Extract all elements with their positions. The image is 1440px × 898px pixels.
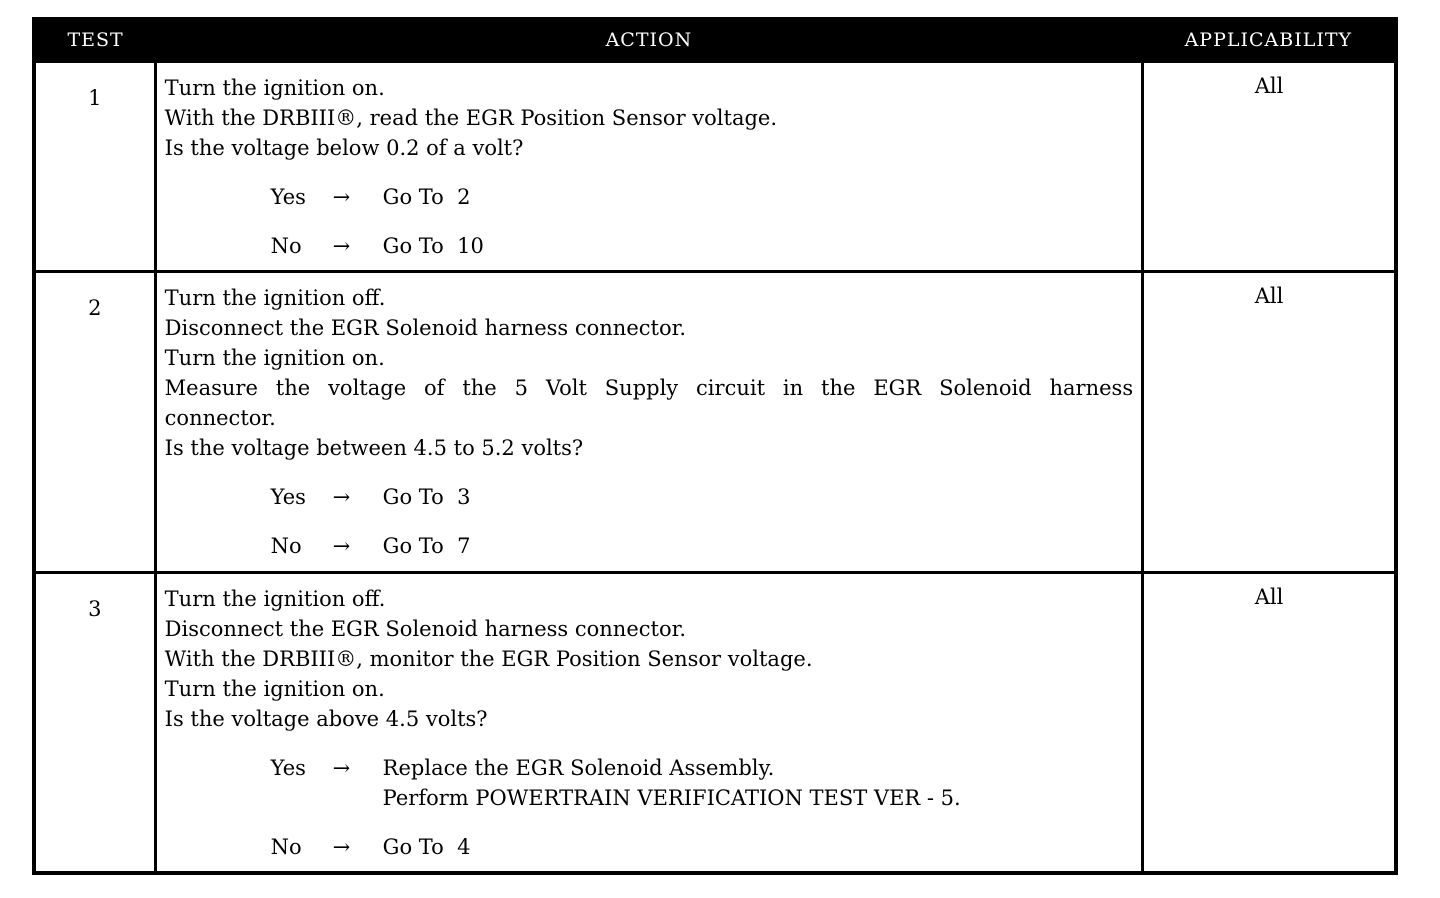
test-number-cell [34,271,155,572]
right-arrow-icon: → [332,834,351,859]
header-action: ACTION [155,19,1142,61]
diagnostic-test-table [32,17,1398,875]
test-number: 3 [88,596,102,621]
header-applicability: APPLICABILITY [1143,19,1396,61]
action-step: With the DRBIII®, read the EGR Position Sensor voltage. [164,105,778,130]
outcome-yes [271,482,1133,512]
test-number: 1 [88,85,102,110]
action-cell [155,61,1142,271]
outcome-line: Go To 3 [382,484,471,509]
outcome-answer: Yes [270,484,306,509]
applicability-value: All [1254,73,1284,98]
header-test: TEST [34,19,155,61]
outcome-answer: No [270,834,302,859]
action-step: Is the voltage above 4.5 volts? [164,706,488,731]
action-cell [155,572,1142,873]
outcome-line: Replace the EGR Solenoid Assembly. [382,755,775,780]
outcome-result [383,753,1133,813]
applicability-value: All [1254,283,1284,308]
outcome-no [271,531,1133,561]
outcome-line: Go To 7 [382,533,471,558]
action-step: Turn the ignition on. [164,676,385,701]
right-arrow-icon: → [332,233,351,258]
action-step: Turn the ignition on. [164,75,385,100]
test-number-cell [34,572,155,873]
outcomes [165,482,1133,561]
outcome-result [383,231,1133,261]
outcome-answer: No [270,233,302,258]
right-arrow-icon: → [332,484,351,509]
action-step: Turn the ignition on. [164,345,385,370]
action-step: Disconnect the EGR Solenoid harness connector. [164,616,686,641]
outcome-line: Go To 2 [382,184,471,209]
action-step: Disconnect the EGR Solenoid harness connector. [164,315,686,340]
right-arrow-icon: → [332,755,351,780]
action-step: Is the voltage between 4.5 to 5.2 volts? [164,435,584,460]
table-row [34,572,1396,873]
outcome-result [383,832,1133,862]
outcome-yes [271,753,1133,813]
action-step: Turn the ignition off. [164,586,386,611]
outcomes [165,753,1133,862]
action-step: Is the voltage below 0.2 of a volt? [164,135,524,160]
right-arrow-icon: → [332,533,351,558]
applicability-cell [1143,572,1396,873]
outcome-line: Go To 4 [382,834,471,859]
applicability-value: All [1254,584,1284,609]
outcome-result [383,531,1133,561]
outcome-yes [271,182,1133,212]
outcome-no [271,832,1133,862]
outcome-answer: No [270,533,302,558]
applicability-cell [1143,271,1396,572]
outcome-result [383,182,1133,212]
table-row [34,61,1396,271]
test-number: 2 [88,295,102,320]
outcome-answer: Yes [270,755,306,780]
action-step: Measure the voltage of the 5 Volt Supply circuit in the EGR Solenoid harness [164,375,1134,400]
action-step: With the DRBIII®, monitor the EGR Position Sensor voltage. [164,646,813,671]
outcome-answer: Yes [270,184,306,209]
right-arrow-icon: → [332,184,351,209]
applicability-cell [1143,61,1396,271]
outcome-result [383,482,1133,512]
outcomes [165,182,1133,261]
action-step: Turn the ignition off. [164,285,386,310]
table-row [34,271,1396,572]
action-cell [155,271,1142,572]
outcome-line: Go To 10 [382,233,484,258]
test-number-cell [34,61,155,271]
table-header-row [34,19,1396,61]
outcome-no [271,231,1133,261]
outcome-line: Perform POWERTRAIN VERIFICATION TEST VER - 5. [382,785,961,810]
action-step: connector. [164,405,276,430]
